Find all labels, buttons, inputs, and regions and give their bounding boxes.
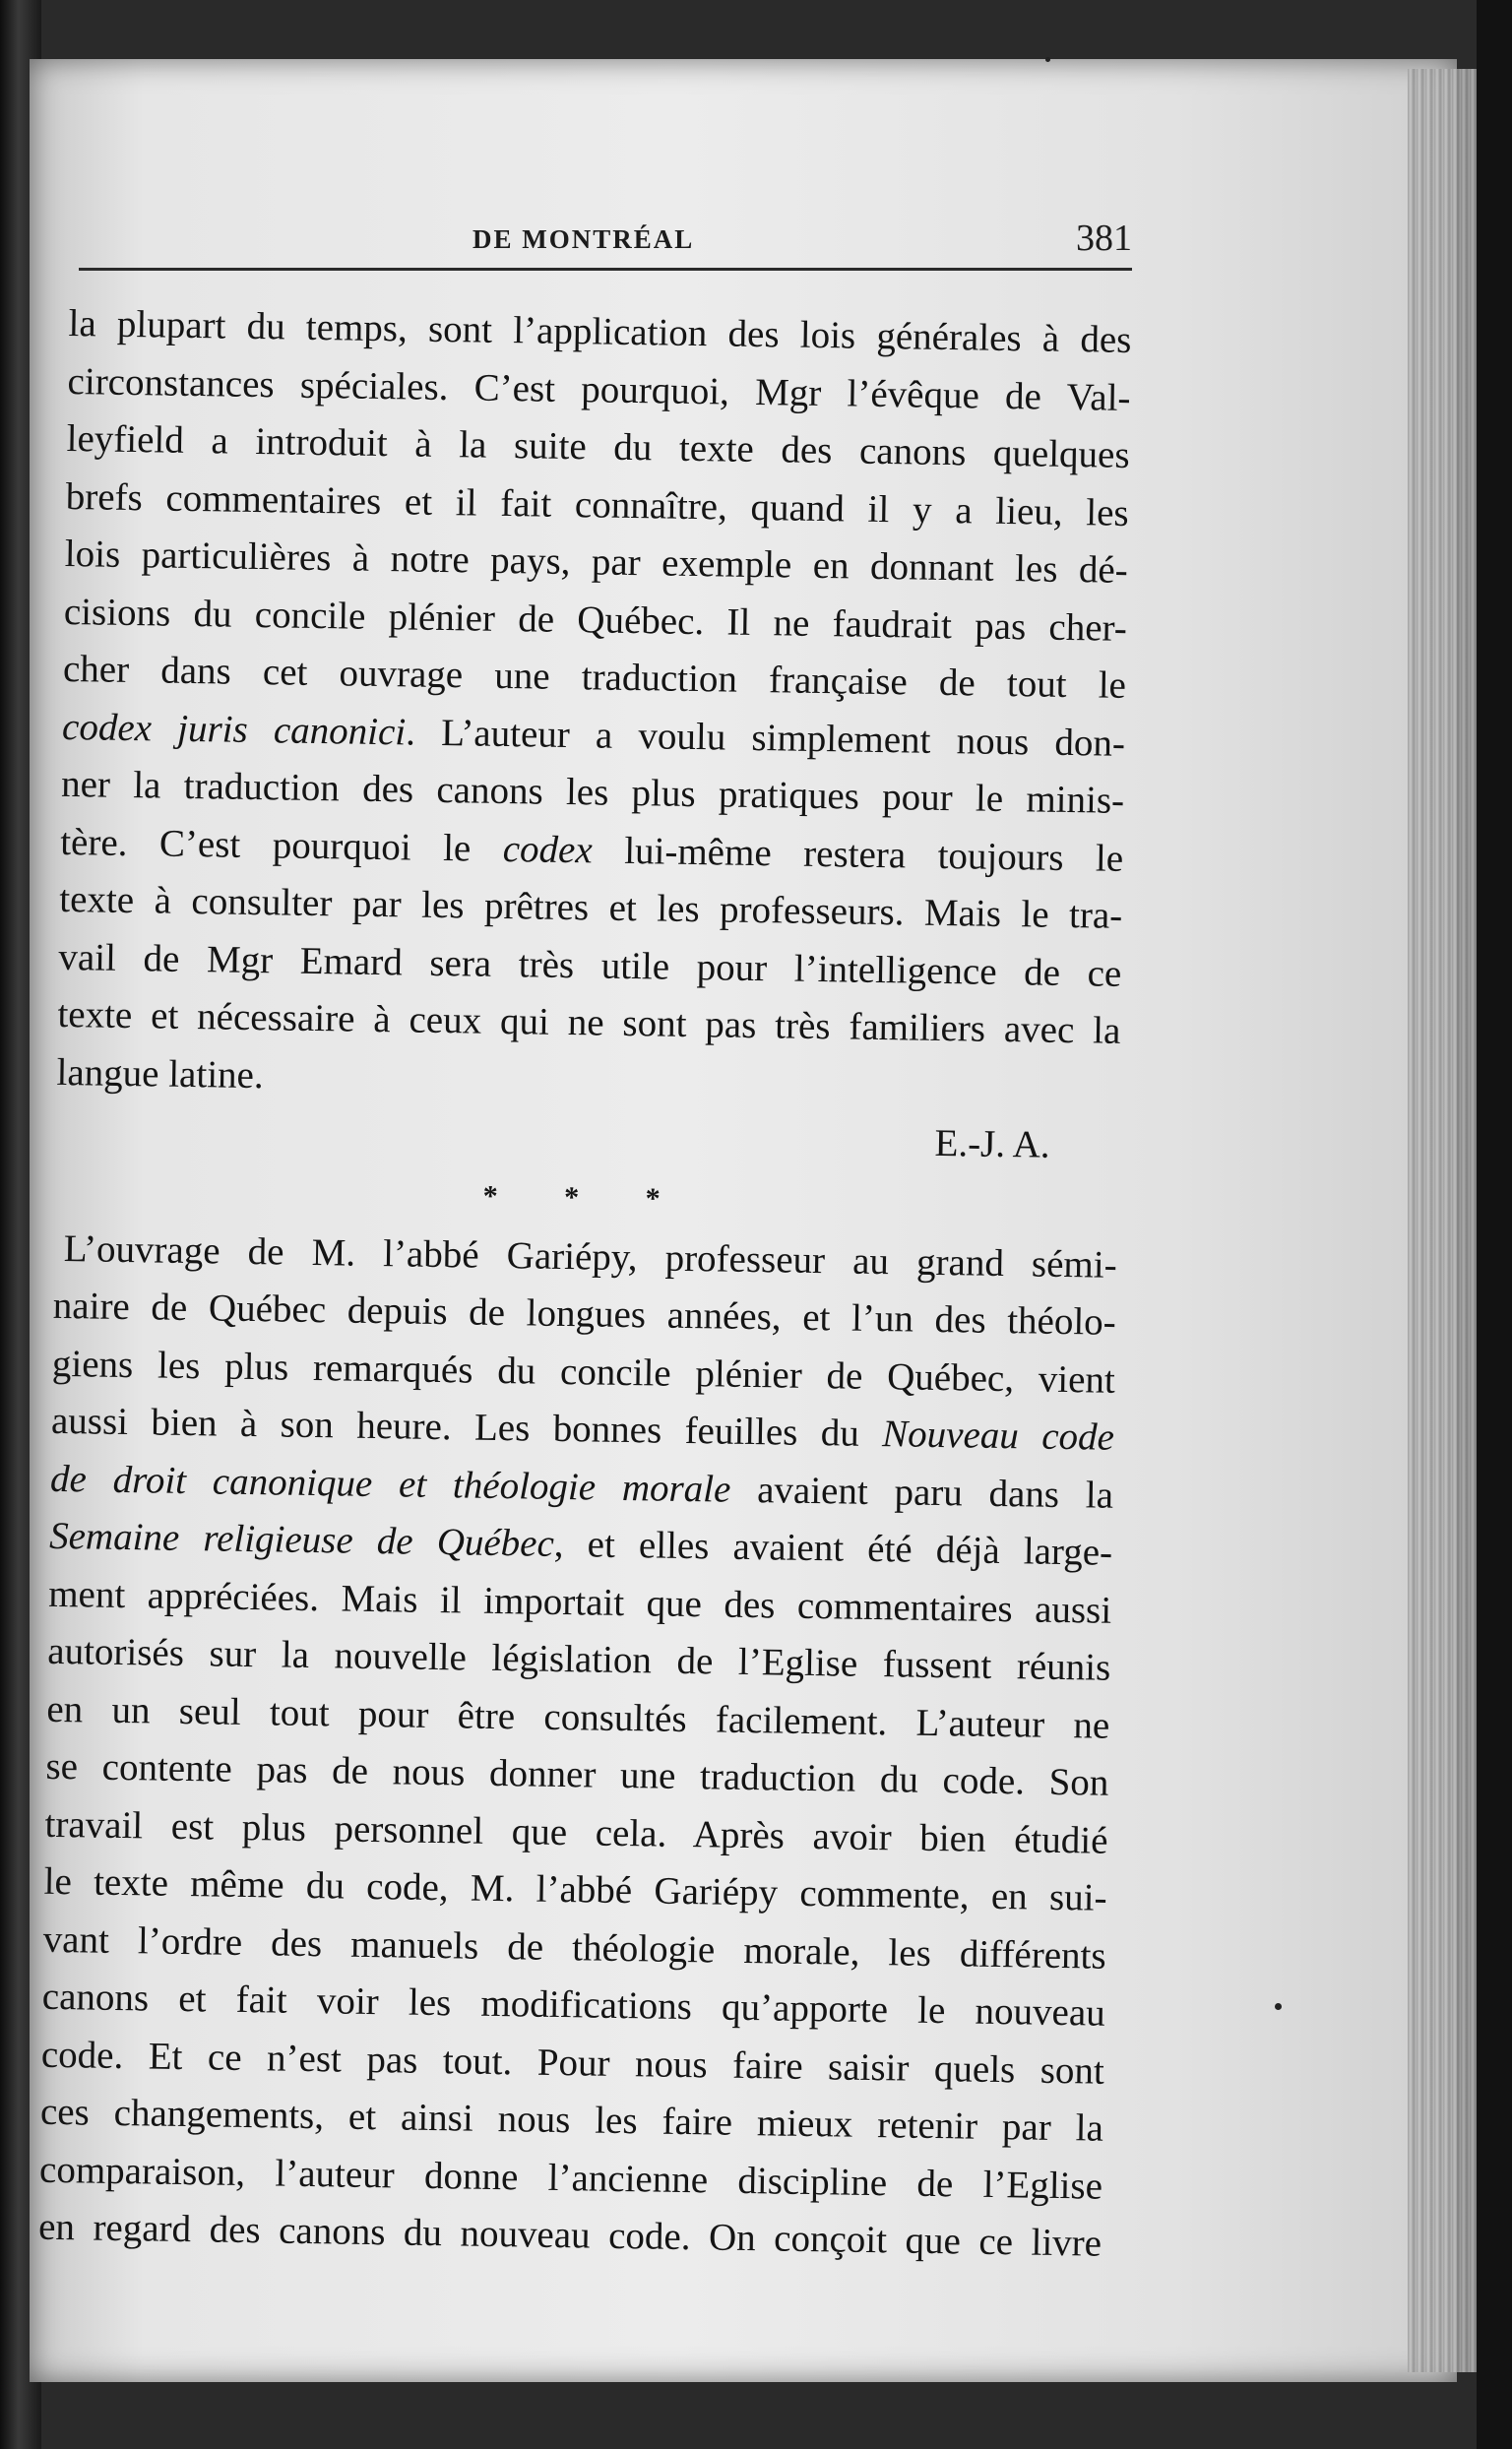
text-line: giens les plus remarqués du concile plénier de Québec, vient xyxy=(51,1342,1116,1402)
text-line: texte et nécessaire à ceux qui ne sont pas très familiers avec la xyxy=(57,992,1121,1052)
signature: E.-J. A. xyxy=(934,1121,1050,1166)
text-line: circonstances spéciales. C’est pourquoi, Mgr l’évêque de Val- xyxy=(67,359,1131,419)
text-line: de droit canonique et théologie morale avaient paru dans la xyxy=(49,1457,1114,1517)
paragraph-1 xyxy=(56,295,1132,1118)
text-line: le texte même du code, M. l’abbé Gariépy commente, en sui- xyxy=(43,1859,1107,1919)
text-line: tère. C’est pourquoi le codex lui-même restera toujours le xyxy=(59,820,1124,880)
text-line: en un seul tout pour être consultés facilement. L’auteur ne xyxy=(46,1687,1110,1747)
running-title: DE MONTRÉAL xyxy=(472,224,695,254)
text-line: code. Et ce n’est pas tout. Pour nous faire saisir quels sont xyxy=(40,2033,1105,2093)
text-line: cher dans cet ouvrage une traduction française de tout le xyxy=(62,647,1127,707)
text-line: autorisés sur la nouvelle législation de l’Eglise fussent réunis xyxy=(47,1629,1111,1689)
section-separator: * * * xyxy=(482,1179,690,1216)
running-head xyxy=(79,207,1132,276)
text-line: Semaine religieuse de Québec, et elles avaient été déjà large- xyxy=(48,1514,1113,1574)
text-line: comparaison, l’auteur donne l’ancienne discipline de l’Eglise xyxy=(38,2148,1103,2208)
text-line: naire de Québec depuis de longues années, et l’un des théolo- xyxy=(52,1284,1117,1344)
text-line: ment appréciées. Mais il importait que des commentaires aussi xyxy=(47,1572,1112,1632)
text-line: cisions du concile plénier de Québec. Il ne faudrait pas cher- xyxy=(63,590,1128,650)
dust-speck xyxy=(1275,2003,1282,2010)
text-line: leyfield a introduit à la suite du texte des canons quelques xyxy=(66,416,1130,476)
text-line: en regard des canons du nouveau code. On conçoit que ce livre xyxy=(37,2205,1102,2265)
text-line: langue latine. xyxy=(56,1050,265,1097)
text-line: vail de Mgr Emard sera très utile pour l’intelligence de ce xyxy=(58,935,1122,995)
body-text xyxy=(38,295,1132,2273)
text-line: lois particulières à notre pays, par exemple en donnant les dé- xyxy=(64,532,1129,592)
text-line: codex juris canonici. L’auteur a voulu simplement nous don- xyxy=(61,705,1126,765)
text-line: brefs commentaires et il fait connaître, quand il y a lieu, les xyxy=(65,474,1130,534)
text-line: ner la traduction des canons les plus pratiques pour le minis- xyxy=(60,762,1125,822)
text-line: texte à consulter par les prêtres et les professeurs. Mais le tra- xyxy=(59,877,1123,937)
text-line: canons et fait voir les modifications qu’apporte le nouveau xyxy=(41,1975,1106,2035)
dust-speck xyxy=(1045,57,1050,62)
page-number: 381 xyxy=(1076,218,1132,259)
text-line: travail est plus personnel que cela. Après avoir bien étudié xyxy=(44,1802,1108,1862)
text-line: ces changements, et ainsi nous les faire mieux retenir par la xyxy=(39,2090,1104,2150)
text-line: se contente pas de nous donner une traduction du code. Son xyxy=(45,1744,1109,1804)
book-cover-edge xyxy=(1477,0,1512,2449)
text-line: L’ouvrage de M. l’abbé Gariépy, professeur au grand sémi- xyxy=(63,1226,1117,1287)
text-line: la plupart du temps, sont l’application des lois générales à des xyxy=(68,301,1132,361)
paragraph-2 xyxy=(38,1220,1117,2273)
header-rule xyxy=(79,268,1132,271)
text-line: vant l’ordre des manuels de théologie morale, les différents xyxy=(42,1917,1106,1978)
text-line: aussi bien à son heure. Les bonnes feuilles du Nouveau code xyxy=(50,1399,1115,1459)
